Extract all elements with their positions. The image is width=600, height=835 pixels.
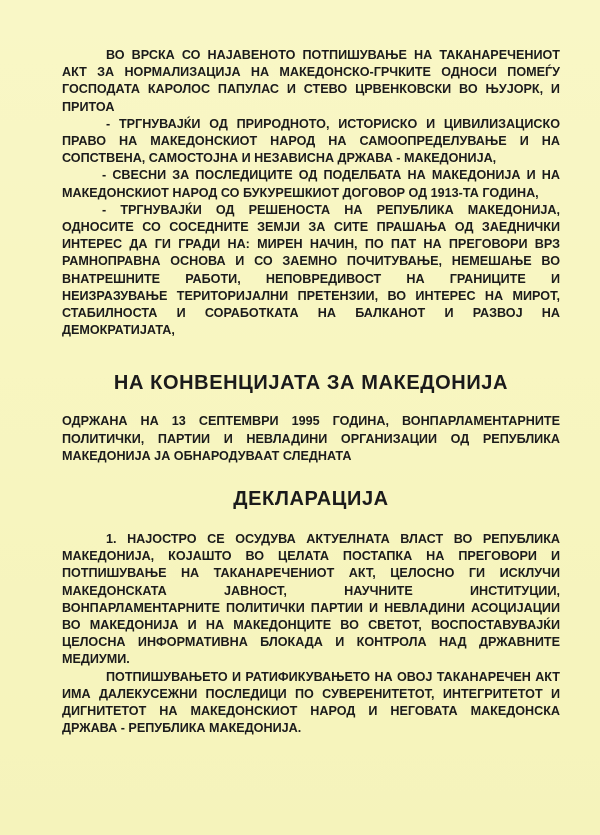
declaration-point-1-continuation: ПОТПИШУВАЊЕТО И РАТИФИКУВАЊЕТО НА ОВОЈ ТАКАНАРЕЧЕН АКТ ИМА ДАЛЕКУСЕЖНИ ПОСЛЕДИЦИ ПО СУВЕРЕНИТЕТОТ, ИНТЕГРИТЕТОТ И ДИГНИТЕТОТ НА МАКЕДОНСКИОТ НАРОД И НЕГОВАТА МАКЕДОНСКА ДРЖАВА - РЕПУБЛИКА МАКЕДОНИЈА. — [62, 669, 560, 736]
convention-heading: НА КОНВЕНЦИЈАТА ЗА МАКЕДОНИЈА — [113, 372, 509, 395]
document-body — [62, 47, 560, 738]
declaration-heading: ДЕКЛАРАЦИЈА — [233, 488, 389, 511]
declaration-point-1: 1. НАЈОСТРО СЕ ОСУДУВА АКТУЕЛНАТА ВЛАСТ ВО РЕПУБЛИКА МАКЕДОНИЈА, КОЈАШТО ВО ЦЕЛАТА ПОСТАПКА НА ПРЕГОВОРИ И ПОТПИШУВАЊЕ НА ТАКАНАРЕЧЕНИОТ АКТ, ЦЕЛОСНО ГИ ИСКЛУЧИ МАКЕДОНСКАТА ЈАВНОСТ, НАУЧНИТЕ ИНСТИТУЦИИ, ВОНПАРЛАМЕНТАРНИТЕ ПОЛИТИЧКИ ПАРТИИ И НЕВЛАДИНИ АСОЦИЈАЦИИ ВО МАКЕДОНИЈА И НА МАКЕДОНЦИТЕ ВО СВЕТОТ, ВОСПОСТАВУВАЈЌИ ЦЕЛОСНА ИНФОРМАТИВНА БЛОКАДА И КОНТРОЛА НАД ДРЖАВНИТЕ МЕДИУМИ. — [62, 532, 560, 667]
bullet-paragraph-bucharest-treaty: - СВЕСНИ ЗА ПОСЛЕДИЦИТЕ ОД ПОДЕЛБАТА НА МАКЕДОНИЈА И НА МАКЕДОНСКИОТ НАРОД СО БУКУРЕШКИОТ ДОГОВОР ОД 1913-ТА ГОДИНА, — [62, 168, 560, 200]
intro-paragraph: ВО ВРСКА СО НАЈАВЕНОТО ПОТПИШУВАЊЕ НА ТАКАНАРЕЧЕНИОТ АКТ ЗА НОРМАЛИЗАЦИЈА НА МАКЕДОНСКО-ГРЧКИТЕ ОДНОСИ ПОМЕЃУ ГОСПОДАТА КАРОЛОС ПАПУЛАС И СТЕВО ЦРВЕНКОВСКИ ВО ЊУЈОРК, И ПРИТОА — [62, 48, 560, 114]
convention-paragraph: ОДРЖАНА НА 13 СЕПТЕМВРИ 1995 ГОДИНА, ВОНПАРЛАМЕНТАРНИТЕ ПОЛИТИЧКИ, ПАРТИИ И НЕВЛАДИНИ ОРГАНИЗАЦИИ ОД РЕПУБЛИКА МАКЕДОНИЈА ЈА ОБНАРОДУВААТ СЛЕДНАТА — [62, 414, 560, 463]
bullet-paragraph-neighbour-relations: - ТРГНУВАЈЌИ ОД РЕШЕНОСТА НА РЕПУБЛИКА МАКЕДОНИЈА, ОДНОСИТЕ СО СОСЕДНИТЕ ЗЕМЈИ ЗА СИТЕ ПРАШАЊА ОД ЗАЕДНИЧКИ ИНТЕРЕС ДА ГИ ГРАДИ НА: МИРЕН НАЧИН, ПО ПАТ НА ПРЕГОВОРИ ВРЗ РАМНОПРАВНА ОСНОВА И СО ЗАЕМНО ПОЧИТУВАЊЕ, НЕМЕШАЊЕ ВО ВНАТРЕШНИТЕ РАБОТИ, НЕПОВРЕДИВОСТ НА ГРАНИЦИТЕ И НЕИЗРАЗУВАЊЕ ТЕРИТОРИЈАЛНИ ПРЕТЕНЗИИ, ВО ИНТЕРЕС НА МИРОТ, СТАБИЛНОСТА И СОРАБОТКАТА НА БАЛКАНОТ И РАЗВОЈ НА ДЕМОКРАТИЈАТА, — [62, 202, 560, 338]
bullet-paragraph-natural-right: - ТРГНУВАЈЌИ ОД ПРИРОДНОТО, ИСТОРИСКО И ЦИВИЛИЗАЦИСКО ПРАВО НА МАКЕДОНСКИОТ НАРОД НА САМООПРЕДЕЛУВАЊЕ И НА СОПСТВЕНА, САМОСТОЈНА И НЕЗАВИСНА ДРЖАВА - МАКЕДОНИЈА, — [62, 116, 560, 166]
